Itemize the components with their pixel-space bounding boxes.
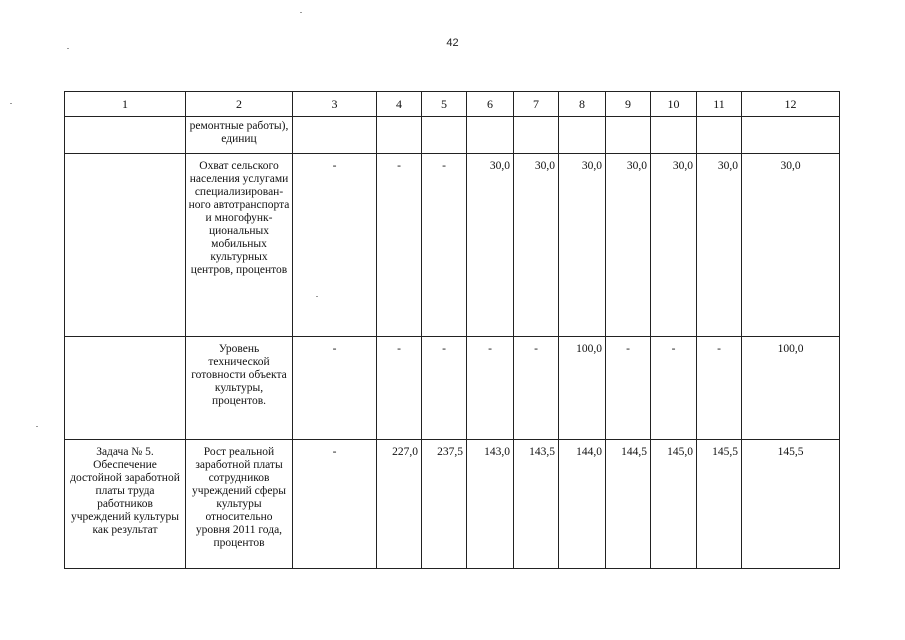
- header-cell: 12: [742, 92, 840, 117]
- table-row: [65, 337, 840, 440]
- scan-speck: [300, 12, 302, 13]
- table-cell: ремонтные работы), единиц: [186, 117, 293, 154]
- scan-speck: [316, 296, 318, 297]
- table-cell: -: [293, 440, 377, 569]
- table-cell: -: [377, 154, 422, 337]
- table-cell: Задача № 5. Обеспечение достойной заработной платы труда работников учреждений культуры как результат: [65, 440, 186, 569]
- header-cell: 3: [293, 92, 377, 117]
- table-cell: 30,0: [651, 154, 697, 337]
- table-cell: [606, 117, 651, 154]
- table-cell: -: [293, 154, 377, 337]
- table-row: [65, 117, 840, 154]
- table-cell: -: [651, 337, 697, 440]
- page-number: 42: [446, 37, 459, 49]
- table-cell: 227,0: [377, 440, 422, 569]
- header-cell: 5: [422, 92, 467, 117]
- table-cell: 144,0: [559, 440, 606, 569]
- table-cell: -: [377, 337, 422, 440]
- table-cell: 30,0: [467, 154, 514, 337]
- header-row: [65, 92, 840, 117]
- table-cell: [651, 117, 697, 154]
- table-cell: Охват сельского населения услугами специализирован-ного автотранспорта и многофунк-циональных мобильных культурных центров, процентов: [186, 154, 293, 337]
- table-cell: -: [293, 337, 377, 440]
- header-cell: 8: [559, 92, 606, 117]
- table-cell: Рост реальной заработной платы сотрудников учреждений сферы культуры относительно уровня 2011 года, процентов: [186, 440, 293, 569]
- table-cell: 143,0: [467, 440, 514, 569]
- header-cell: 11: [697, 92, 742, 117]
- header-cell: 4: [377, 92, 422, 117]
- table-cell: 145,0: [651, 440, 697, 569]
- table-cell: [65, 337, 186, 440]
- header-cell: 7: [514, 92, 559, 117]
- table-cell: 237,5: [422, 440, 467, 569]
- data-table: [64, 91, 840, 569]
- header-cell: 10: [651, 92, 697, 117]
- table-cell: 100,0: [742, 337, 840, 440]
- table-cell: [293, 117, 377, 154]
- table-cell: 145,5: [742, 440, 840, 569]
- table-cell: 30,0: [742, 154, 840, 337]
- table-cell: -: [514, 337, 559, 440]
- table-cell: -: [697, 337, 742, 440]
- table-cell: [742, 117, 840, 154]
- table-cell: -: [422, 154, 467, 337]
- table-cell: [514, 117, 559, 154]
- header-cell: 6: [467, 92, 514, 117]
- table-cell: 100,0: [559, 337, 606, 440]
- header-cell: 2: [186, 92, 293, 117]
- table-cell: -: [606, 337, 651, 440]
- table-cell: [65, 117, 186, 154]
- scan-speck: [36, 426, 38, 427]
- table-cell: 30,0: [697, 154, 742, 337]
- table-cell: [559, 117, 606, 154]
- table-cell: [65, 154, 186, 337]
- table-cell: [377, 117, 422, 154]
- table-cell: -: [467, 337, 514, 440]
- scan-speck: [67, 48, 69, 49]
- table-cell: 144,5: [606, 440, 651, 569]
- scan-speck: [10, 103, 12, 104]
- table-row: [65, 154, 840, 337]
- table-cell: 145,5: [697, 440, 742, 569]
- table-cell: -: [422, 337, 467, 440]
- table-cell: 143,5: [514, 440, 559, 569]
- table-cell: 30,0: [606, 154, 651, 337]
- header-cell: 1: [65, 92, 186, 117]
- table-cell: [422, 117, 467, 154]
- table-cell: [467, 117, 514, 154]
- table-row: [65, 440, 840, 569]
- table-cell: Уровень технической готовности объекта культуры, процентов.: [186, 337, 293, 440]
- table-cell: 30,0: [559, 154, 606, 337]
- header-cell: 9: [606, 92, 651, 117]
- table-cell: 30,0: [514, 154, 559, 337]
- table-cell: [697, 117, 742, 154]
